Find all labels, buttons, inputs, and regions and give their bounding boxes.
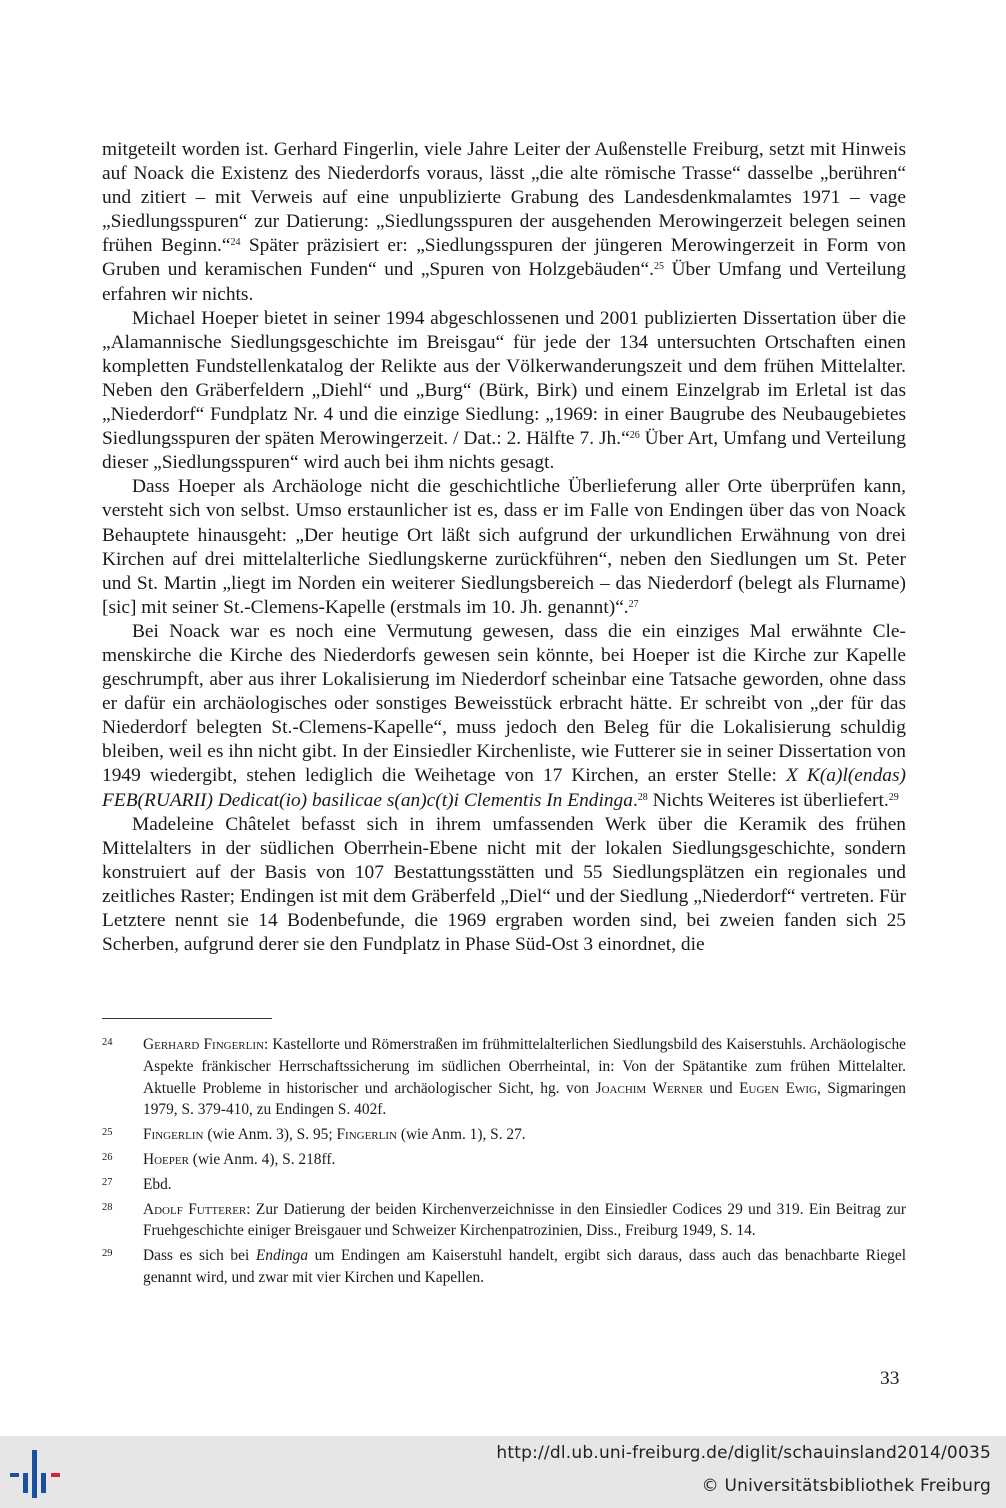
footnote-number: 26 bbox=[102, 1151, 113, 1163]
footnote-text: (wie Anm. 1), S. 27. bbox=[396, 1126, 526, 1144]
footnote-ref[interactable]: 27 bbox=[628, 598, 639, 610]
main-text bbox=[102, 138, 906, 957]
footnote-text: (wie Anm. 4), S. 218ff. bbox=[188, 1150, 336, 1168]
page-number: 33 bbox=[880, 1368, 900, 1389]
footnote bbox=[102, 1245, 906, 1289]
footnote-number: 28 bbox=[102, 1201, 113, 1213]
footnote-text: : Kastellorte und Römerstraßen im frühmittelalterlichen Siedlungsbild des Kaiserstuhls. Archäologische Aspekte fränkischer Herrschaftssicherung im südlichen Oberrheintal, in: Von der Spätantike zum frühen Mittelalter. Aktuelle Probleme in historischer und archäologischer Sicht, hg. von bbox=[143, 1036, 906, 1097]
footnote-ref[interactable]: 24 bbox=[230, 237, 241, 249]
author-name: Gerhard Fingerlin bbox=[143, 1036, 264, 1053]
author-name: Joachim Werner bbox=[595, 1079, 704, 1097]
footnote-number: 24 bbox=[102, 1037, 113, 1048]
footnote-ref[interactable]: 29 bbox=[888, 791, 899, 803]
paragraph-text: Über Art, Umfang und Verteilung dieser „Siedlungsspuren“ wird auch bei ihm nichts gesagt. bbox=[102, 428, 906, 474]
footnote-text: und bbox=[703, 1079, 740, 1097]
footnote-number: 29 bbox=[102, 1248, 113, 1260]
paragraph-text: Nichts Weiteres ist überliefert. bbox=[647, 789, 889, 811]
paragraph-text: Über Umfang und Verteilung erfahren wir nichts. bbox=[102, 259, 907, 305]
footnote bbox=[102, 1174, 906, 1196]
footnote bbox=[102, 1034, 906, 1121]
paragraph bbox=[102, 620, 906, 813]
author-name: Eugen Ewig bbox=[739, 1079, 817, 1097]
footnote-ref[interactable]: 26 bbox=[629, 430, 640, 442]
footnote bbox=[102, 1199, 906, 1243]
footer-url-link[interactable]: http://dl.ub.uni-freiburg.de/diglit/schauinsland2014/0035 bbox=[496, 1443, 991, 1463]
latin-quote: X K(a)l(endas) FEB(RUARII) Dedicat(io) basilicae s(an)c(t)i Clementis In Endinga bbox=[102, 765, 906, 811]
footer-copyright: © Universitätsbibliothek Freiburg bbox=[701, 1476, 991, 1496]
paragraph bbox=[102, 138, 906, 307]
footnote-text: (wie Anm. 3), S. 95; bbox=[203, 1126, 337, 1144]
author-name: Adolf Futterer bbox=[143, 1200, 247, 1218]
paragraph bbox=[102, 813, 906, 958]
paragraph bbox=[102, 475, 906, 620]
footnote-text: : Zur Datierung der beiden Kirchenverzeichnisse in den Einsiedler Codices 29 und 319. Ein Beitrag zur Fruehgeschichte einiger Breisgauer und Schweizer Kirchenpatrozinien, Diss., Freiburg 1949, S. 14. bbox=[143, 1200, 906, 1240]
footnote-text: Dass es sich bei bbox=[143, 1247, 256, 1265]
footnote-text: Ebd. bbox=[143, 1175, 172, 1193]
footnote-ref[interactable]: 25 bbox=[654, 261, 664, 273]
paragraph-text: Bei Noack war es noch eine Vermutung gewesen, dass die ein einziges Mal erwähnte Clemenskirche die Kirche des Niederdorfs gewesen sein könnte, bei Hoeper ist die Kirche zur Kapelle geschrumpft, aber aus ihrer Lokalisierung im Niederdorf scheinbar eine Tatsache geworden, ohne dass er dafür ein archäologisches oder sonstiges Beweisstück erbracht hätte. Er schreibt von „der für das Niederdorf belegten St.-Clemens-Kapelle“, muss jedoch den Beleg für die Lokalisierung schuldig bleiben, weil es ihn nicht gibt. In der Einsiedler Kirchenliste, wie Futterer sie in seiner Dissertation von 1949 wiedergibt, stehen lediglich die Weihetage von 17 Kirchen, an erster Stelle: bbox=[102, 620, 906, 787]
author-name: Fingerlin bbox=[143, 1126, 204, 1144]
paragraph-text: Madeleine Châtelet befasst sich in ihrem umfassenden Werk über die Keramik des frühen Mittelalters in der südlichen Oberrhein-Ebene nicht mit der lokalen Siedlungsgeschichte, sondern konstruiert auf der Basis von 107 Bestattungsstätten und 55 Siedlungsplätzen ein regionales und zeitliches Raster; Endingen ist mit dem Gräberfeld „Diel“ und der Siedlung „Niederdorf“ vertreten. Für Letztere nennt sie 14 Bodenbefunde, die 1969 ergraben worden sind, bei zweien fanden sich 25 Scherben, aufgrund derer sie den Fundplatz in Phase Süd-Ost 3 einordnet, die bbox=[102, 813, 906, 956]
footnote-ref[interactable]: 28 bbox=[637, 791, 648, 803]
paragraph bbox=[102, 307, 906, 476]
footnote-text: , Sigmaringen 1979, S. 379-410, zu Endingen S. 402f. bbox=[143, 1079, 906, 1119]
footnote-text: um Endingen am Kaiserstuhl handelt, ergibt sich daraus, dass auch das benachbarte Riegel genannt wird, und zwar mit vier Kirchen und Kapellen. bbox=[143, 1247, 906, 1286]
paragraph-text: Dass Hoeper als Archäologe nicht die geschichtliche Überlieferung aller Orte überprüfen kann, versteht sich von selbst. Umso erstaunlicher ist es, dass er im Falle von Endingen über das von Noack Behauptete hinausgeht: „Der heutige Ort läßt sich aufgrund der urkundlichen Erwähnung von drei Kirchen auf drei mittelalterliche Siedlungskerne zurückführen“, neben den Siedlungen um St. Peter und St. Martin „liegt im Norden ein weiterer Siedlungsbereich – das Niederdorf (belegt als Flurname) [sic] mit seiner St.-Clemens-Kapelle (erstmals im 10. Jh. genannt)“. bbox=[102, 476, 906, 618]
paragraph-text: . bbox=[632, 789, 638, 811]
footnote bbox=[102, 1149, 906, 1171]
ub-freiburg-logo-icon bbox=[8, 1446, 64, 1502]
author-name: Hoeper bbox=[143, 1150, 189, 1168]
italic-term: Endinga bbox=[255, 1247, 309, 1265]
paragraph-text: Später präzisiert er: „Siedlungsspuren der jüngeren Merowingerzeit in Form von Gruben und keramischen Funden“ und „Spuren von Holzgebäuden“. bbox=[102, 235, 906, 281]
footnote-number: 25 bbox=[102, 1127, 113, 1139]
footnote-divider bbox=[102, 1018, 272, 1019]
paragraph-text: Michael Hoeper bietet in seiner 1994 abgeschlossenen und 2001 publizierten Dissertation über die „Alamannische Siedlungsgeschichte im Breisgau“ für jede der 134 untersuchten Ortschaften einen kompletten Fundstellenkatalog der Relikte aus der Völkerwanderungszeit und dem frühen Mittelalter. Neben den Gräberfeldern „Diehl“ und „Burg“ (Bürk, Birk) und einem Einzelgrab im Erletal ist das „Niederdorf“ Fundplatz Nr. 4 und die einzige Siedlung: „1969: in einer Baugrube des Neubaugebietes Siedlungsspuren der späten Merowingerzeit. / Dat.: 2. Hälfte 7. Jh.“ bbox=[102, 307, 906, 450]
footnote bbox=[102, 1124, 906, 1146]
paragraph-text: mitgeteilt worden ist. Gerhard Fingerlin, viele Jahre Leiter der Außenstelle Freiburg, setzt mit Hinweis auf Noack die Existenz des Niederdorfs voraus, lässt „die alte römische Trasse“ dasselbe „berühren“ und zitiert – mit Verweis auf eine unpublizierte Grabung des Landesdenkmalamtes 1971 – vage „Siedlungsspuren“ zur Datierung: „Siedlungsspuren der ausgehenden Merowingerzeit belegen seinen frühen Beginn.“ bbox=[102, 139, 906, 257]
author-name: Fingerlin bbox=[336, 1126, 397, 1144]
footnote-number: 27 bbox=[102, 1176, 113, 1188]
footnotes bbox=[102, 1034, 906, 1292]
